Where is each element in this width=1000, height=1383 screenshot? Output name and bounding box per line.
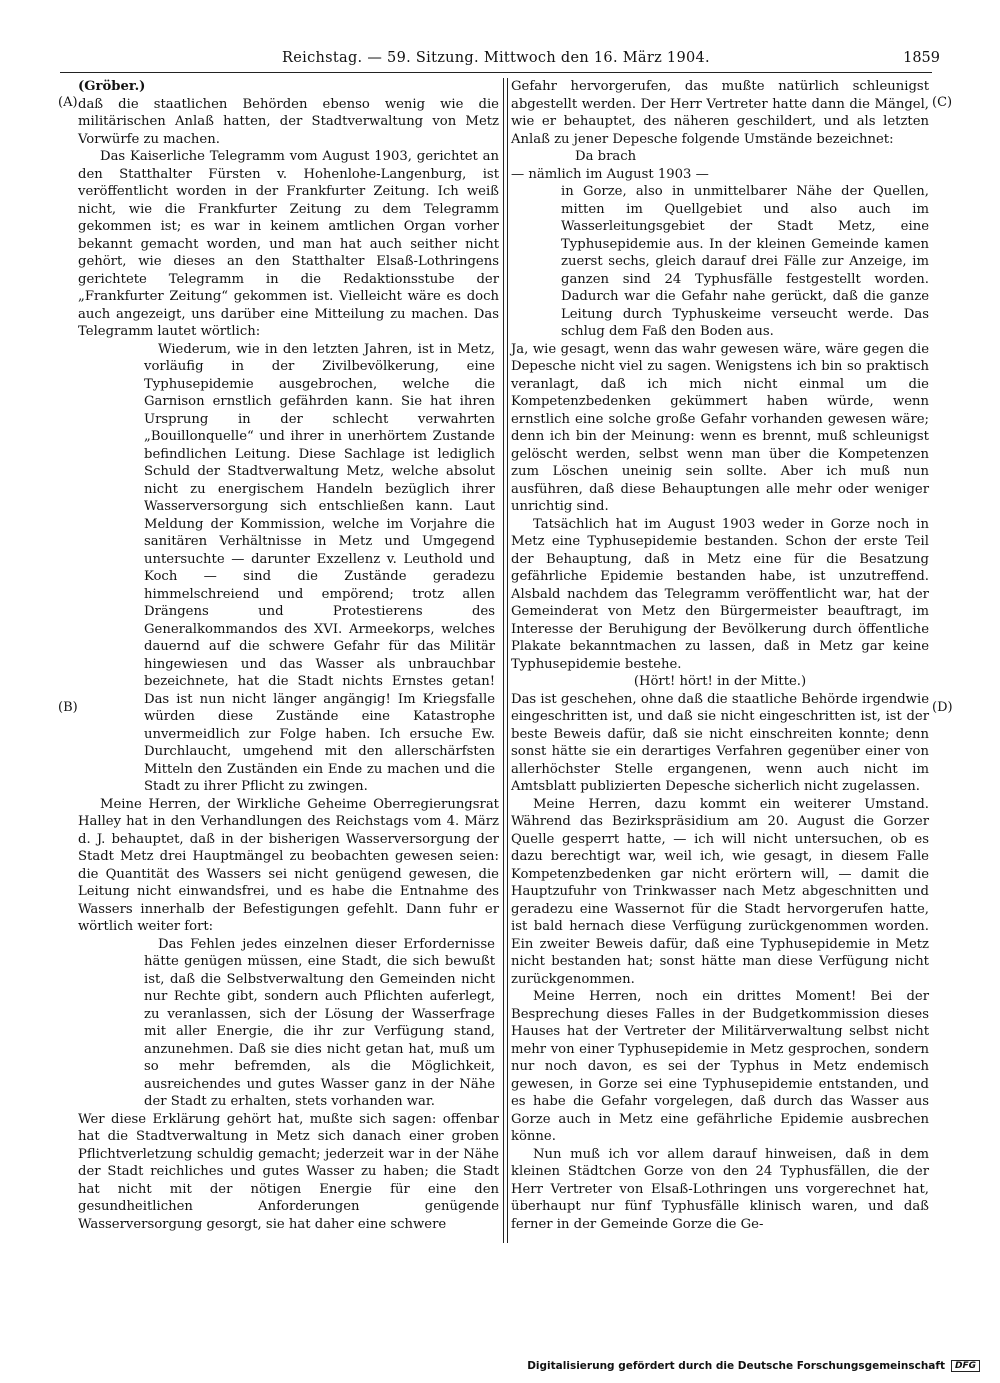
interjection: (Hört! hört! in der Mitte.) — [633, 674, 807, 689]
margin-marker-a: (A) — [58, 95, 78, 110]
running-header — [60, 50, 940, 73]
paragraph: Tatsächlich hat im August 1903 weder in Gorze noch in Metz eine Typhusepidemie bestanden. Schon der erste Teil der Behauptung, daß in Metz eine für die Besatzung gefährliche Epidemie bestanden habe, ist unzutreffend. Alsbald nachdem das Telegramm veröffentlicht war, hat der Gemeinderat von Metz den Bürgermeister beauftragt, im Interesse der Beruhigung der Bevölkerung durch öffentliche Plakate bekanntmachen zu lassen, daß in Metz gar keine Typhusepidemie bestehe. — [511, 516, 929, 672]
quote-text: in Gorze, also in unmittelbarer Nähe der Quellen, mitten im Quellgebiet und also auch im Wasserleitungsgebiet der Stadt Metz, eine Typhusepidemie aus. In der kleinen Gemeinde kamen zuerst sechs, gleich darauf drei Fälle zur Anzeige, im ganzen sind 24 Typhusfälle festgestellt worden. Dadurch war die Gefahr nahe gerückt, daß die ganze Leitung durch Typhuskeime verseucht werde. Das schlug dem Faß den Boden aus. — [561, 184, 929, 339]
margin-marker-c: (C) — [932, 95, 953, 110]
paragraph: daß die staatlichen Behörden ebenso wenig wie die militärischen Anlaß hatten, der Stadtverwaltung von Metz Vorwürfe zu machen. — [78, 96, 499, 147]
telegram-quote: Wiederum, wie in den letzten Jahren, ist in Metz, vorläufig in der Zivilbevölkerung, eine Typhusepidemie ausgebrochen, welche die Garnison ernstlich gefährden kann. Sie hat ihren Ursprung in der schlecht verwahrten „Bouillonquelle“ und ihrer in unerhörtem Zustande befindlichen Leitung. Diese Sachlage ist lediglich Schuld der Stadtverwaltung Metz, welche absolut nicht zu energischem Handeln bezüglich ihrer Wasserversorgung sich entschließen kann. Laut Meldung der Kommission, welche im Vorjahre die sanitären Verhältnisse in Metz und Umgegend untersuchte — darunter Exzellenz v. Leuthold und Koch — sind die Zustände geradezu himmelschreiend und empörend; trotz allen Drängens und Protestierens des Generalkommandos des XVI. Armeekorps, welches dauernd auf die schwere Gefahr für das Militär hingewiesen und das Wasser als unbrauchbar bezeichnete, hat die Stadt nichts Ernstes getan! Das ist nun nicht länger angängig! Im Kriegsfalle würden diese Zustände eine Katastrophe unvermeidlich zur Folge haben. Ich ersuche Ew. Durchlaucht, umgehend mit den allerschärfsten Mitteln den Zuständen ein Ende zu machen und die Stadt zu ihrer Pflicht zu zwingen. — [144, 341, 495, 794]
header-title: Reichstag. — 59. Sitzung. Mittwoch den 16. März 1904. — [282, 50, 710, 66]
digitization-credit — [527, 1360, 980, 1372]
block-quote — [78, 341, 499, 796]
speaker-name: (Gröber.) — [78, 79, 146, 94]
margin-marker-d: (D) — [932, 700, 953, 715]
margin-marker-b: (B) — [58, 700, 78, 715]
block-quote — [511, 183, 929, 341]
paragraph: Meine Herren, noch ein drittes Moment! Bei der Besprechung dieses Falles in der Budgetkommission dieses Hauses hat der Vertreter der Militärverwaltung selbst nicht mehr von einer Typhusepidemie in Metz gesprochen, sondern nur noch davon, es sei der Typhus in Metz endemisch gewesen, in Gorze sei eine Typhusepidemie entstanden, und es habe die Gefahr vorgelegen, daß durch das Wasser aus Gorze auch in Metz eine gefährliche Epidemie ausbrechen könne. — [511, 989, 929, 1144]
left-column — [78, 78, 499, 1233]
block-quote — [511, 148, 929, 166]
page-number: 1859 — [903, 50, 940, 66]
paragraph: Meine Herren, der Wirkliche Geheime Oberregierungsrat Halley hat in den Verhandlungen des Reichstags vom 4. März d. J. behauptet, daß in der bisherigen Wasserversorgung der Stadt Metz drei Hauptmängel zu beobachten gewesen seien: die Quantität des Wassers sei nicht genügend gewesen, die Leitung nicht einwandsfrei, und es habe die Entnahme des Wassers innerhalb der Befestigungen gefehlt. Dann fuhr er wörtlich weiter fort: — [78, 796, 499, 934]
paragraph: Gefahr hervorgerufen, das mußte natürlich schleunigst abgestellt werden. Der Herr Vertreter hatte dann die Mängel, wie er behauptet, des näheren geschildert, und als letzten Anlaß zu jener Depesche folgende Umstände bezeichnet: — [511, 79, 929, 147]
paragraph: Das Kaiserliche Telegramm vom August 1903, gerichtet an den Statthalter Fürsten v. Hohenlohe-Langenburg, ist veröffentlicht worden in der Frankfurter Zeitung. Ich weiß nicht, wie die Frankfurter Zeitung zu dem Telegramm gekommen ist; es war in keinem amtlichen Organ vorher bekannt gemacht worden, und man hat auch seither nicht gehört, wie dieses an den Statthalter Elsaß-Lothringens gerichtete Telegramm in die Redaktionsstube der „Frankfurter Zeitung“ gekommen ist. Vielleicht wäre es doch auch angezeigt, uns darüber eine Mitteilung zu machen. Das Telegramm lautet wörtlich: — [78, 149, 499, 339]
right-column — [511, 78, 929, 1233]
paragraph: Meine Herren, dazu kommt ein weiterer Umstand. Während das Bezirkspräsidium am 20. August die Gorzer Quelle gesperrt hatte, — ich will nicht untersuchen, ob es dazu berechtigt war, weil ich, wie gesagt, in diesem Falle Kompetenzbedenken gar nicht erörtern will, — damit die Hauptzufuhr von Trinkwasser nach Metz abgeschnitten und geradezu eine Wassernot für die Stadt hervorgerufen hatte, ist bald hernach diese Verfügung zurückgenommen worden. Ein zweiter Beweis dafür, daß eine Typhusepidemie in Metz nicht bestanden hat; sonst hätte man diese Verfügung nicht zurückgenommen. — [511, 796, 929, 987]
paragraph: Ja, wie gesagt, wenn das wahr gewesen wäre, wäre gegen die Depesche nicht viel zu sagen. Wenigstens ich bin so praktisch veranlagt, daß ich mich nicht einmal um die Kompetenzbedenken gekümmert haben würde, wenn ernstlich eine solche große Gefahr vorhanden gewesen wäre; denn ich bin der Meinung: wenn es brennt, muß schleunigst gelöscht werden, selbst wenn man über die Kompetenzen zum Löschen uneinig sein sollte. Aber ich muß nun ausführen, daß diese Behauptungen alle mehr oder weniger unrichtig sind. — [511, 341, 929, 514]
quote-text: Da brach — [575, 149, 637, 164]
quote-text: Das Fehlen jedes einzelnen dieser Erfordernisse hätte genügen müssen, eine Stadt, die sich bewußt ist, daß die Selbstverwaltung den Gemeinden nicht nur Rechte gibt, sondern auch Pflichten auferlegt, zu veranlassen, sich der Lösung der Wasserfrage mit aller Energie, die ihr zur Verfügung stand, anzunehmen. Daß sie dies nicht getan hat, muß um so mehr befremden, als die Möglichkeit, ausreichendes und gutes Wasser ganz in der Nähe der Stadt zu erhalten, stets vorhanden war. — [144, 936, 495, 1109]
credit-text: Digitalisierung gefördert durch die Deutsche Forschungsgemeinschaft — [527, 1360, 945, 1372]
column-divider — [503, 78, 504, 1243]
quote-insert: — nämlich im August 1903 — — [511, 166, 709, 182]
column-divider — [507, 78, 508, 1243]
dfg-logo: DFG — [951, 1360, 980, 1372]
block-quote — [78, 936, 499, 1111]
paragraph: Wer diese Erklärung gehört hat, mußte sich sagen: offenbar hat die Stadtverwaltung in Metz sich danach einer groben Pflichtverletzung schuldig gemacht; jederzeit war in der Nähe der Stadt reichliches und gutes Wasser zu haben; die Stadt hat nicht mit der nötigen Energie für eine den gesundheitlichen Anforderungen genügende Wasserversorgung gesorgt, sie hat daher eine schwere — [78, 1111, 499, 1232]
paragraph: Nun muß ich vor allem darauf hinweisen, daß in dem kleinen Städtchen Gorze von den 24 Typhusfällen, die der Herr Vertreter von Elsaß-Lothringen uns vorgerechnet hat, überhaupt nur fünf Typhusfälle klinisch waren, und daß ferner in der Gemeinde Gorze die Ge- — [511, 1146, 929, 1232]
paragraph: Das ist geschehen, ohne daß die staatliche Behörde irgendwie eingeschritten ist, und daß sie nicht eingeschritten ist, ist der beste Beweis dafür, daß sie nicht einschreiten konnte; denn sonst hätte sie ein derartiges Verfahren gegenüber einer von allerhöchster Stelle ergangenen, wenn auch nicht im Amtsblatt publizierten Depesche sicherlich nicht zugelassen. — [511, 691, 929, 794]
